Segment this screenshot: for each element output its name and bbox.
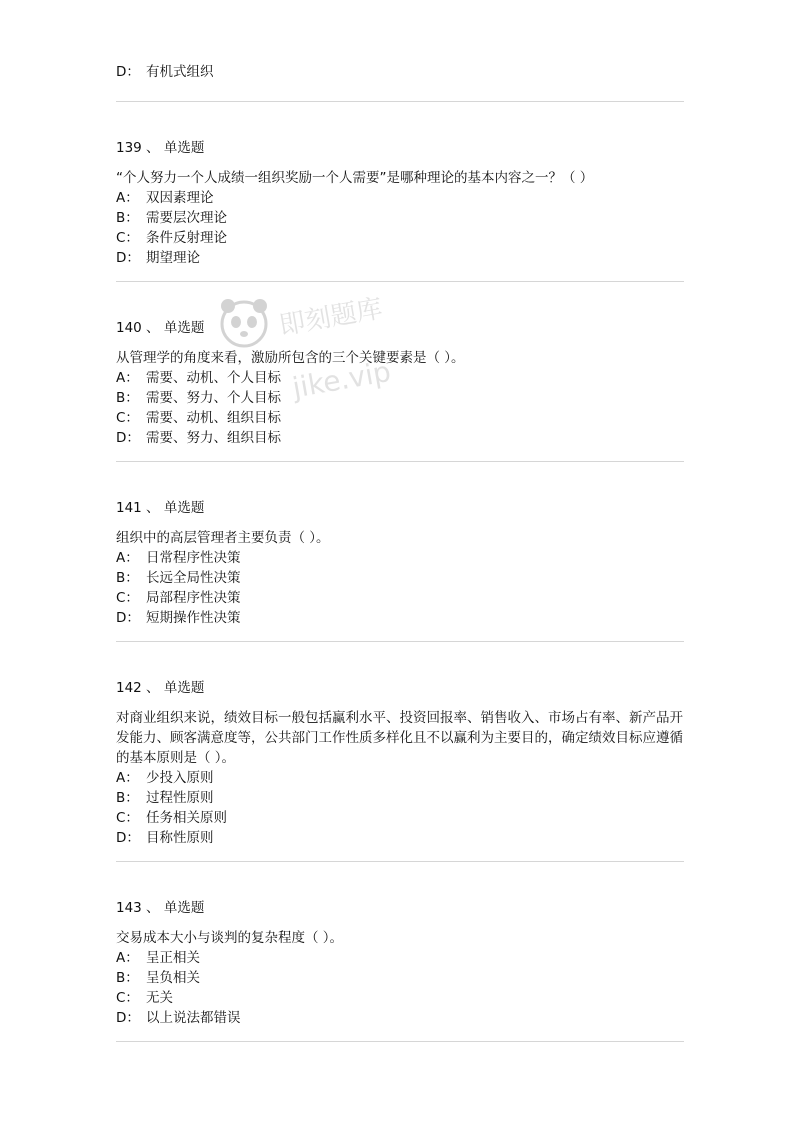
option-letter: D：: [116, 250, 140, 266]
option-text: 需要、努力、组织目标: [146, 430, 281, 446]
option-text: 短期操作性决策: [146, 610, 241, 626]
question-stem: 交易成本大小与谈判的复杂程度（ ）。: [116, 930, 344, 946]
option-c: [116, 588, 684, 608]
watermark-brand: 即刻题库: [277, 293, 385, 342]
option-letter: D：: [116, 610, 140, 626]
option-letter: C：: [116, 230, 139, 246]
option-text: 期望理论: [146, 250, 200, 266]
question-143: [116, 898, 684, 1028]
option-c: [116, 808, 684, 828]
option-letter: C：: [116, 410, 139, 426]
option-text: 局部程序性决策: [146, 590, 241, 606]
divider: [116, 641, 684, 642]
option-text: 呈正相关: [146, 950, 200, 966]
option-letter: C：: [116, 590, 139, 606]
option-d: [116, 248, 684, 268]
question-header: 143 、 单选题: [116, 900, 205, 916]
question-header: 140 、 单选题: [116, 320, 205, 336]
option-b: [116, 968, 684, 988]
option-text: 需要、动机、组织目标: [146, 410, 281, 426]
option-c: [116, 988, 684, 1008]
divider: [116, 1041, 684, 1042]
option-text: 条件反射理论: [146, 230, 227, 246]
option-text: 以上说法都错误: [146, 1010, 241, 1026]
question-header: 142 、 单选题: [116, 680, 205, 696]
option-text: 目称性原则: [146, 830, 214, 846]
question-stem: “个人努力一个人成绩一组织奖励一个人需要”是哪种理论的基本内容之一？（ ）: [116, 170, 594, 186]
option-d: [116, 62, 684, 82]
option-letter: D：: [116, 1010, 140, 1026]
question-142: [116, 678, 684, 848]
divider: [116, 461, 684, 462]
option-text: 日常程序性决策: [146, 550, 241, 566]
option-letter: A：: [116, 370, 139, 386]
option-letter: A：: [116, 770, 139, 786]
option-c: [116, 228, 684, 248]
option-a: [116, 368, 684, 388]
option-d: [116, 1008, 684, 1028]
option-a: [116, 948, 684, 968]
option-text: 呈负相关: [146, 970, 200, 986]
question-header: 139 、 单选题: [116, 140, 205, 156]
option-b: [116, 388, 684, 408]
question-header: 141 、 单选题: [116, 500, 205, 516]
option-a: [116, 188, 684, 208]
option-text: 双因素理论: [146, 190, 214, 206]
option-letter: D：: [116, 830, 140, 846]
question-141: [116, 498, 684, 628]
option-letter: C：: [116, 990, 139, 1006]
question-stem: 对商业组织来说，绩效目标一般包括赢利水平、投资回报率、销售收入、市场占有率、新产品开发能力、顾客满意度等，公共部门工作性质多样化且不以赢利为主要目的，确定绩效目标应遵循的基本原则是（ ）。: [116, 710, 683, 766]
option-a: [116, 548, 684, 568]
question-140: [116, 318, 684, 448]
option-letter: B：: [116, 210, 139, 226]
option-text: 需要、动机、个人目标: [146, 370, 281, 386]
option-letter: A：: [116, 550, 139, 566]
option-d: [116, 428, 684, 448]
option-text: 需要层次理论: [146, 210, 227, 226]
option-text: 任务相关原则: [146, 810, 227, 826]
option-text: 少投入原则: [146, 770, 214, 786]
previous-question-tail: [116, 62, 684, 82]
option-b: [116, 208, 684, 228]
option-text: 有机式组织: [146, 64, 214, 80]
option-text: 过程性原则: [146, 790, 214, 806]
question-139: [116, 138, 684, 268]
question-stem: 从管理学的角度来看，激励所包含的三个关键要素是（ ）。: [116, 350, 465, 366]
option-letter: B：: [116, 970, 139, 986]
option-letter: B：: [116, 790, 139, 806]
option-letter: D：: [116, 430, 140, 446]
option-letter: B：: [116, 570, 139, 586]
option-text: 需要、努力、个人目标: [146, 390, 281, 406]
option-a: [116, 768, 684, 788]
option-c: [116, 408, 684, 428]
option-letter: A：: [116, 190, 139, 206]
divider: [116, 101, 684, 102]
option-d: [116, 828, 684, 848]
option-text: 长远全局性决策: [146, 570, 241, 586]
option-letter: C：: [116, 810, 139, 826]
option-letter: B：: [116, 390, 139, 406]
option-b: [116, 788, 684, 808]
option-text: 无关: [146, 990, 173, 1006]
option-d: [116, 608, 684, 628]
divider: [116, 861, 684, 862]
watermark-domain: jike.vip: [290, 354, 394, 405]
divider: [116, 281, 684, 282]
question-stem: 组织中的高层管理者主要负责（ ）。: [116, 530, 330, 546]
option-letter: A：: [116, 950, 139, 966]
option-b: [116, 568, 684, 588]
option-letter: D：: [116, 64, 140, 80]
